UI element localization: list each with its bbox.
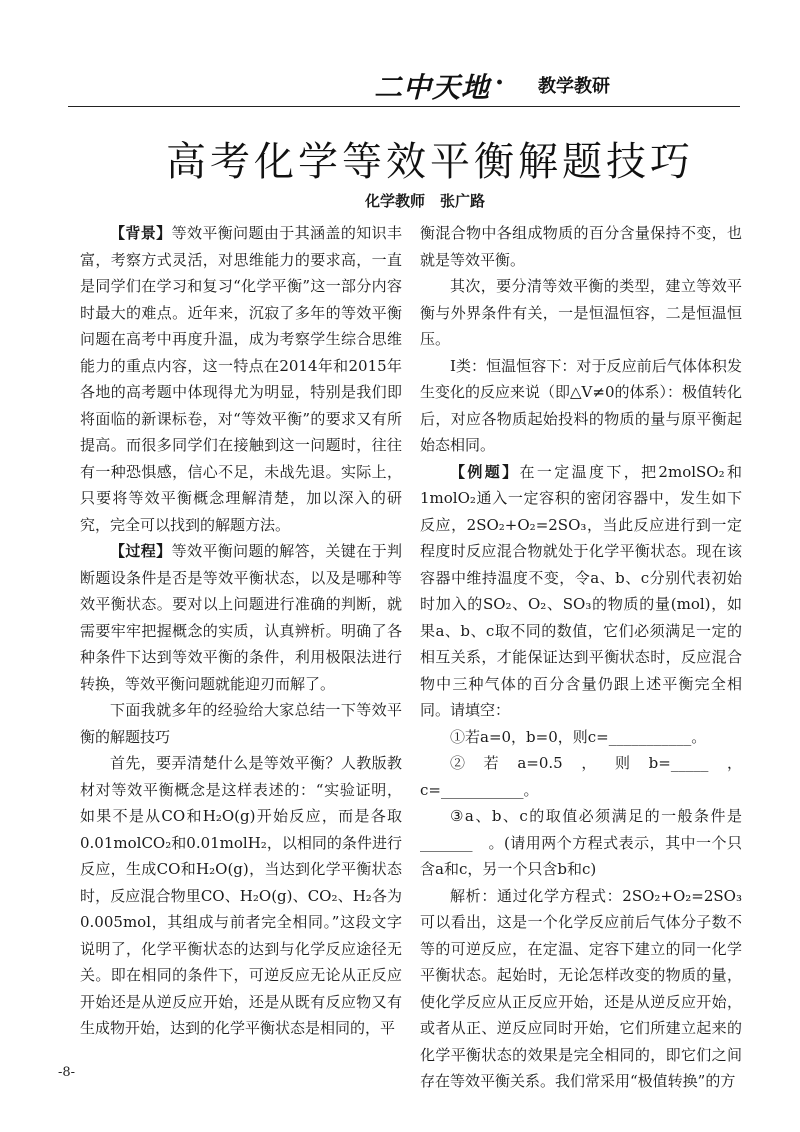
paragraph-summary-intro <box>80 697 402 750</box>
paragraph-background <box>80 220 402 538</box>
paragraph-tag: 【背景】 <box>110 224 172 242</box>
paragraph-analysis <box>420 883 742 1095</box>
paragraph-tag: 【过程】 <box>110 542 172 560</box>
paragraph-definition <box>80 750 402 1042</box>
paragraph-text: I类：恒温恒容下：对于反应前后气体体积发生变化的反应来说（即△V≠0的体系）：极值转化后，对应各物质起始投料的物质的量与原平衡起始态相同。 <box>420 356 742 454</box>
page-number: -8- <box>58 1065 76 1080</box>
question-3 <box>420 803 742 883</box>
question-1 <box>420 724 742 751</box>
paragraph-text: 解析：通过化学方程式：2SO₂+O₂=2SO₃可以看出，这是一个化学反应前后气体分子数不等的可逆反应，在定温、定容下建立的同一化学平衡状态。起始时，无论怎样改变的物质的量，使化学反应从正反应开始，还是从逆反应开始，或者从正、逆反应同时开始，它们所建立起来的化学平衡状态的效果是完全相同的，即它们之间存在等效平衡关系。我们常采用“极值转换”的方 <box>420 886 742 1090</box>
paragraph-text: 首先，要弄清楚什么是等效平衡？人教版教材对等效平衡概念是这样表述的：“实验证明，如果不是从CO和H₂O(g)开始反应，而是各取0.01molCO₂和0.01molH₂，以相同的条件进行反应，生成CO和H₂O(g)，当达到化学平衡状态时，反应混合物里CO、H₂O(g)、CO₂、H₂各为0.005mol，其组成与前者完全相同。”这段文字说明了，化学平衡状态的达到与化学反应途径无关。即在相同的条件下，可逆反应无论从正反应开始还是从逆反应开始，还是从既有反应物又有生成物开始，达到的化学平衡状态是相同的，平 <box>80 754 402 1037</box>
paragraph-continuation <box>420 220 742 273</box>
paragraph-types <box>420 273 742 353</box>
page-header <box>68 58 740 107</box>
paragraph-text: ③a、b、c的取值必须满足的一般条件是_______ 。(请用两个方程式表示，其中一个只含a和c，另一个只含b和c) <box>420 807 742 878</box>
paragraph-text: 在一定温度下，把2molSO₂和1molO₂通入一定容积的密闭容器中，发生如下反应，2SO₂+O₂=2SO₃，当此反应进行到一定程度时反应混合物就处于化学平衡状态。现在该容器中维持温度不变，令a、b、c分别代表初始时加入的SO₂、O₂、SO₃的物质的量(mol)，如果a、b、c取不同的数值，它们必须满足一定的相互关系，才能保证达到平衡状态时，反应混合物中三种气体的百分含量仍跟上述平衡完全相同。请填空： <box>420 462 742 719</box>
paragraph-example <box>420 459 742 724</box>
right-column <box>420 220 742 1090</box>
header-separator: · <box>494 68 504 98</box>
paragraph-type-one <box>420 353 742 459</box>
paragraph-text: 等效平衡问题由于其涵盖的知识丰富，考察方式灵活，对思维能力的要求高，一直是同学们在学习和复习“化学平衡”这一部分内容时最大的难点。近年来，沉寂了多年的等效平衡问题在高考中再度升温，成为考察学生综合思维能力的重点内容，这一特点在2014年和2015年各地的高考题中体现得尤为明显，特别是我们即将面临的新课标卷，对“等效平衡”的要求又有所提高。而很多同学们在接触到这一问题时，往往有一种恐惧感，信心不足，未战先退。实际上，只要将等效平衡概念理解清楚，加以深入的研究，完全可以找到的解题方法。 <box>80 224 402 534</box>
paragraph-text: 衡混合物中各组成物质的百分含量保持不变，也就是等效平衡。 <box>420 224 742 269</box>
paragraph-tag: 【例题】 <box>450 462 520 481</box>
paragraph-text: ②若a=0.5，则b=_____，c=___________。 <box>420 754 742 799</box>
paragraph-text: 下面我就多年的经验给大家总结一下等效平衡的解题技巧 <box>80 701 402 746</box>
question-2 <box>420 750 742 803</box>
left-column <box>80 220 402 1075</box>
paragraph-text: ①若a=0，b=0，则c=___________。 <box>450 727 707 746</box>
paragraph-process <box>80 538 402 697</box>
paragraph-text: 等效平衡问题的解答，关键在于判断题设条件是否是等效平衡状态，以及是哪种等效平衡状态。要对以上问题进行准确的判断，就需要牢牢把握概念的实质，认真辨析。明确了各种条件下达到等效平衡的条件，利用极限法进行转换，等效平衡问题就能迎刃而解了。 <box>80 542 402 693</box>
section-label: 教学教研 <box>538 76 610 97</box>
paragraph-text: 其次，要分清等效平衡的类型，建立等效平衡与外界条件有关，一是恒温恒容，二是恒温恒压。 <box>420 277 742 348</box>
article-author: 化学教师 张广路 <box>364 192 485 210</box>
article-title: 高考化学等效平衡解题技巧 <box>166 139 694 185</box>
brand-logo: 二中天地 <box>373 71 490 104</box>
